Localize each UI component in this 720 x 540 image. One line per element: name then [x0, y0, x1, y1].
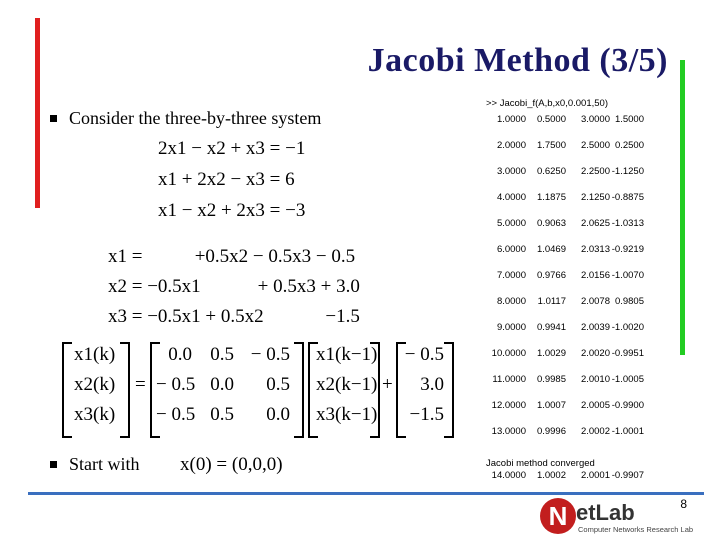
console-cell: 1.5000 [614, 114, 644, 125]
console-cell: 1.0029 [536, 348, 566, 359]
final-col-1: 1.0002 [536, 470, 566, 481]
console-cell: 0.9063 [536, 218, 566, 229]
netlab-logo [540, 498, 718, 538]
prev-x3: x3(k−1) [316, 404, 378, 425]
console-cell: 1.0007 [536, 400, 566, 411]
bullet-start-text: Start with [69, 454, 140, 474]
console-cell: 7.0000 [496, 270, 526, 281]
console-converged: Jacobi method converged [486, 458, 595, 469]
prev-x2: x2(k−1) [316, 374, 378, 395]
console-cell: 0.9805 [614, 296, 644, 307]
console-cell: 1.0117 [537, 296, 566, 307]
m-1-0: − 0.5 [156, 374, 196, 395]
console-cell: 0.9766 [536, 270, 566, 281]
iter-eq-3: x3 = −0.5x1 + 0.5x2 −1.5 [108, 306, 360, 327]
console-cell: 2.0313 [580, 244, 610, 255]
console-cell: 11.0000 [492, 374, 526, 385]
console-cell: -1.0005 [611, 374, 644, 385]
console-final-row [486, 470, 644, 484]
console-cell: 1.1875 [536, 192, 566, 203]
console-cell: -1.0001 [611, 426, 644, 437]
console-cell: 1.0469 [536, 244, 566, 255]
console-cell: 0.2500 [614, 140, 644, 151]
lhs-x3: x3(k) [74, 404, 116, 425]
console-cell: 2.0039 [580, 322, 610, 333]
console-cell: -0.9219 [611, 244, 644, 255]
m-0-2: − 0.5 [250, 344, 290, 365]
console-cell: 2.1250 [580, 192, 610, 203]
console-cell: 0.9941 [536, 322, 566, 333]
red-accent-bar [35, 18, 40, 208]
console-cell: 2.5000 [580, 140, 610, 151]
console-row [486, 244, 644, 258]
console-cell: 12.0000 [491, 400, 526, 411]
footer-divider [28, 492, 704, 495]
console-cell: -1.0070 [611, 270, 644, 281]
equals-sign: = [135, 374, 146, 395]
console-command: >> Jacobi_f(A,b,x0,0.001,50) [486, 98, 608, 109]
iter-eq-1: x1 = +0.5x2 − 0.5x3 − 0.5 [108, 246, 356, 267]
console-cell: 2.0002 [580, 426, 610, 437]
console-row [486, 166, 644, 180]
lhs-x1: x1(k) [74, 344, 116, 365]
m-2-1: 0.5 [210, 404, 234, 425]
m-2-2: 0.0 [266, 404, 290, 425]
console-cell: 2.0020 [580, 348, 610, 359]
page-number: 8 [680, 497, 687, 511]
final-col-3: -0.9907 [611, 470, 644, 481]
const-2: −1.5 [409, 404, 444, 425]
console-cell: -1.1250 [611, 166, 644, 177]
system-eq-1: 2x1 − x2 + x3 = −1 [158, 138, 306, 159]
console-cell: 1.0000 [496, 114, 526, 125]
console-cell: 3.0000 [580, 114, 610, 125]
console-cell: 4.0000 [496, 192, 526, 203]
system-eq-2: x1 + 2x2 − x3 = 6 [158, 169, 295, 190]
m-0-1: 0.5 [210, 344, 234, 365]
lhs-x2: x2(k) [74, 374, 116, 395]
console-row [486, 114, 644, 128]
console-cell: 9.0000 [496, 322, 526, 333]
console-row [486, 374, 644, 388]
const-0: − 0.5 [404, 344, 444, 365]
console-row [486, 400, 644, 414]
m-1-1: 0.0 [210, 374, 234, 395]
console-cell: 5.0000 [496, 218, 526, 229]
m-0-0: 0.0 [168, 344, 192, 365]
console-row [486, 218, 644, 232]
console-cell: -0.9951 [611, 348, 644, 359]
console-row [486, 322, 644, 336]
m-2-0: − 0.5 [156, 404, 196, 425]
bullet-consider-text: Consider the three-by-three system [69, 108, 322, 128]
console-cell: 2.0000 [496, 140, 526, 151]
m-1-2: 0.5 [266, 374, 290, 395]
final-col-0: 14.0000 [491, 470, 526, 481]
console-cell: 2.0005 [580, 400, 610, 411]
console-cell: 2.2500 [580, 166, 610, 177]
slide-title: Jacobi Method (3/5) [367, 42, 668, 79]
logo-name: etLab [576, 500, 635, 525]
final-col-2: 2.0001 [580, 470, 610, 481]
system-eq-3: x1 − x2 + 2x3 = −3 [158, 200, 306, 221]
logo-subtitle: Computer Networks Research Lab [578, 525, 694, 534]
console-row [486, 270, 644, 284]
plus-sign: + [382, 374, 393, 395]
iter-eq-2: x2 = −0.5x1 + 0.5x3 + 3.0 [108, 276, 360, 297]
bullet-square-icon [50, 115, 57, 122]
console-cell: 0.6250 [536, 166, 566, 177]
bullet-square-icon [50, 461, 57, 468]
console-cell: 3.0000 [496, 166, 526, 177]
initial-guess: x(0) = (0,0,0) [180, 454, 283, 475]
console-cell: -1.0020 [611, 322, 644, 333]
console-row [486, 140, 644, 154]
console-row [486, 426, 644, 440]
console-row [486, 192, 644, 206]
console-cell: -0.9900 [611, 400, 644, 411]
matrix-equation [62, 340, 462, 440]
const-1: 3.0 [420, 374, 444, 395]
console-cell: 1.7500 [536, 140, 566, 151]
console-cell: 6.0000 [496, 244, 526, 255]
console-cell: -1.0313 [611, 218, 644, 229]
console-cell: 2.0625 [580, 218, 610, 229]
bullet-consider [50, 108, 321, 129]
logo-n-icon: N [540, 498, 576, 534]
console-cell: 2.0156 [580, 270, 610, 281]
prev-x1: x1(k−1) [316, 344, 378, 365]
console-cell: 0.5000 [536, 114, 566, 125]
console-cell: -0.8875 [611, 192, 644, 203]
green-accent-bar [680, 60, 685, 355]
console-cell: 8.0000 [496, 296, 526, 307]
bullet-start [50, 454, 140, 475]
console-cell: 0.9985 [536, 374, 566, 385]
console-cell: 10.0000 [491, 348, 526, 359]
console-row [486, 348, 644, 362]
console-cell: 13.0000 [491, 426, 526, 437]
console-cell: 2.0078 [580, 296, 610, 307]
console-cell: 0.9996 [536, 426, 566, 437]
console-cell: 2.0010 [580, 374, 610, 385]
console-row [486, 296, 644, 310]
